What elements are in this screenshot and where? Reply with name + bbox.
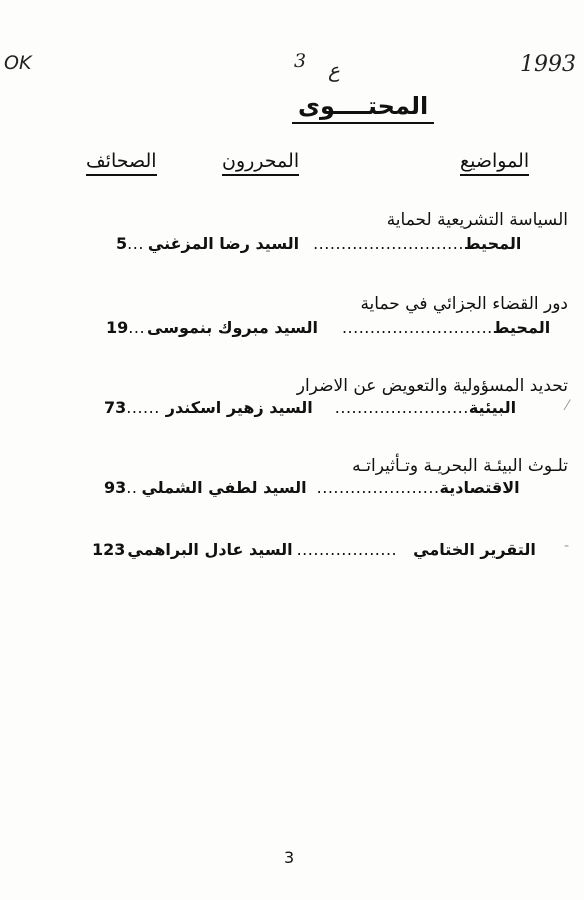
toc-entry-1-lead-dots: ........................... (313, 234, 464, 253)
pencil-mark: ‐ (564, 538, 570, 554)
toc-entry-2-lead: المحيط (492, 318, 551, 337)
toc-entry-3-lead: البيئية (468, 398, 517, 417)
toc-entry-1-author: السيد رضا المزغني (147, 234, 300, 253)
toc-entry-2-title: دور القضاء الجزائي في حماية (360, 294, 568, 314)
toc-entry-2-row (106, 318, 550, 337)
toc-entry-4-row (104, 478, 520, 497)
toc-entry-3-title: تحديد المسؤولية والتعويض عن الاضرار (296, 376, 568, 396)
margin-note-year: 1993 (520, 52, 576, 77)
toc-entry-4-title: تلـوث البيئـة البحريـة وتـأثيراتـه (352, 456, 568, 476)
toc-entry-5-lead: التقرير الختامي (413, 540, 536, 559)
toc-entry-2-lead-dots: ........................... (341, 318, 493, 337)
toc-entry-5-row (92, 540, 536, 559)
margin-note-page-number: 3 (294, 50, 307, 72)
toc-entry-1-lead: المحيط (463, 234, 522, 253)
toc-entry-3-row (104, 398, 516, 417)
toc-entry-4-lead: الاقتصادية (439, 478, 520, 497)
toc-entry-1-page: 5 (116, 234, 128, 253)
toc-entry-1-title: السياسة التشريعية لحماية (386, 210, 568, 230)
toc-entry-1-row (116, 234, 521, 253)
page-title: المحتــــوى (292, 92, 434, 124)
toc-entry-3-lead-dots: ........................ (334, 398, 469, 417)
toc-entry-4-page: 93 (104, 478, 127, 497)
toc-entry-3-page-dots: ...... (126, 398, 160, 417)
toc-entry-2-author: السيد مبروك بنموسى (147, 318, 318, 337)
column-header-topics: المواضيع (460, 150, 529, 176)
toc-entry-4-lead-dots: ...................... (316, 478, 440, 497)
margin-note-ayn: ع (328, 58, 340, 82)
margin-note-ok: OK (4, 52, 32, 74)
toc-entry-1-page-dots: ... (127, 234, 144, 253)
toc-entry-4-page-dots: .. (126, 478, 138, 497)
footer-page-number: 3 (284, 848, 295, 867)
toc-entry-2-page: 19 (106, 318, 129, 337)
column-header-pages: الصحائف (86, 150, 157, 176)
toc-entry-3-page: 73 (104, 398, 127, 417)
toc-entry-2-page-dots: ... (128, 318, 146, 337)
column-header-authors: المحررون (222, 150, 299, 176)
pencil-mark: ⁄ (566, 398, 569, 414)
toc-entry-5-page: 123 (92, 540, 126, 559)
toc-entry-5-lead-dots: .................. (296, 540, 398, 559)
toc-entry-4-author: السيد لطفي الشملي (141, 478, 307, 497)
toc-entry-3-author: السيد زهير اسكندر (165, 398, 313, 417)
toc-entry-5-author: السيد عادل البراهمي (127, 540, 293, 559)
